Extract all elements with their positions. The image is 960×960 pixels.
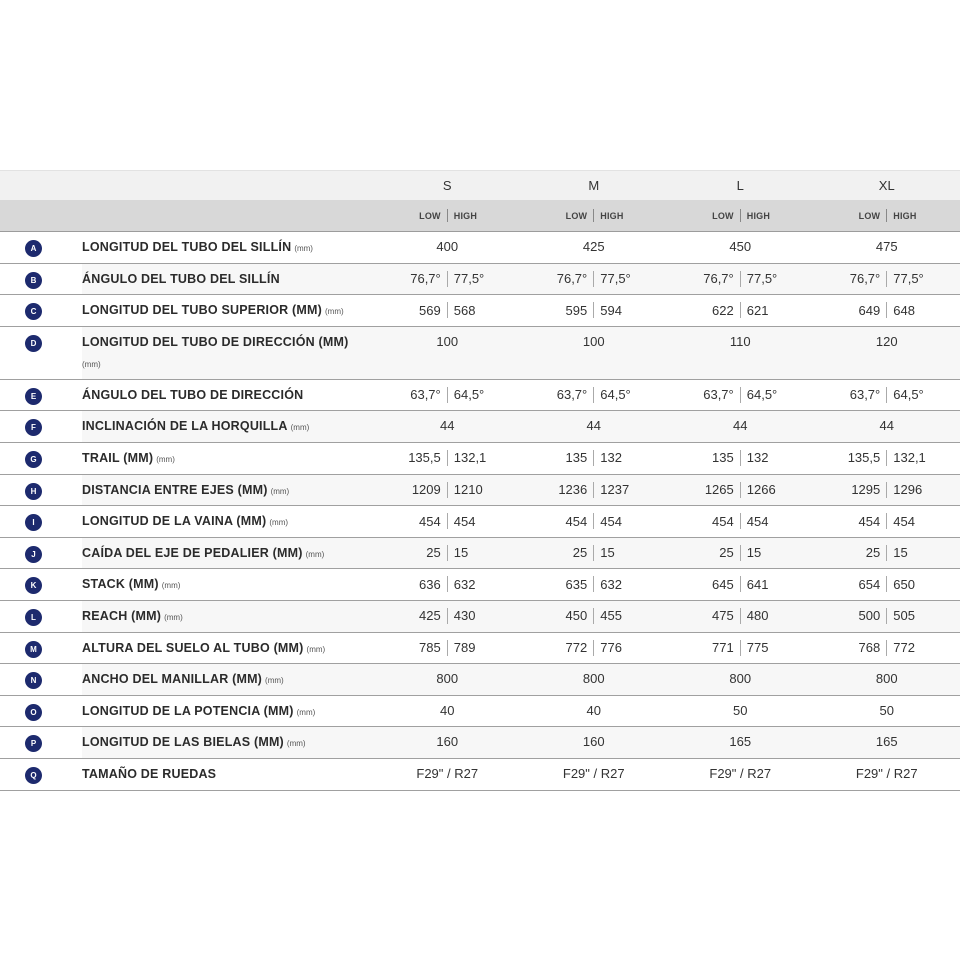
value-cell-l [667, 443, 814, 474]
low-value: 454 [565, 513, 588, 529]
high-value: 454 [600, 513, 622, 529]
high-value: 776 [600, 640, 622, 656]
parameter-name: LONGITUD DE LA POTENCIA (MM) [82, 703, 294, 718]
value-cell-s [374, 633, 521, 664]
single-value: 50 [879, 702, 894, 718]
value-cell-xl [814, 569, 960, 600]
value-cell-l [667, 633, 814, 664]
low-value: 768 [858, 640, 881, 656]
low-value: 63,7° [703, 387, 734, 403]
value-cell-m [521, 759, 668, 790]
low-value: 1209 [411, 482, 441, 498]
value-cell-xl [814, 411, 960, 442]
value-cell-m [521, 232, 668, 263]
value-cell-l [667, 601, 814, 632]
value-cell-xl [814, 759, 960, 790]
single-value: 800 [729, 671, 752, 687]
value-cell-s [374, 759, 521, 790]
geometry-row [0, 475, 960, 507]
value-cell-xl [814, 264, 960, 295]
geometry-row [0, 538, 960, 570]
low-value: 76,7° [556, 271, 588, 287]
size-header-s[interactable]: S [442, 178, 452, 193]
row-letter-badge: N [25, 672, 42, 689]
high-value: 77,5° [893, 271, 924, 287]
size-header-m[interactable]: M [588, 178, 600, 193]
low-value: 135,5 [847, 450, 881, 466]
high-label[interactable]: HIGH [600, 210, 624, 221]
high-label[interactable]: HIGH [893, 210, 917, 221]
single-value: 165 [875, 734, 898, 750]
parameter-unit: (mm) [156, 454, 175, 464]
high-value: 15 [453, 545, 469, 561]
parameter-name: ÁNGULO DEL TUBO DEL SILLÍN [82, 271, 280, 286]
single-value: 44 [733, 418, 748, 434]
parameter-unit: (mm) [325, 307, 344, 317]
value-cell-m [521, 664, 668, 695]
value-cell-xl [814, 475, 960, 506]
parameter-name: CAÍDA DEL EJE DE PEDALIER (MM) [82, 545, 303, 560]
low-value: 135,5 [408, 450, 441, 466]
parameter-name: INCLINACIÓN DE LA HORQUILLA [82, 419, 288, 434]
geometry-row [0, 380, 960, 412]
value-cell-m [521, 506, 668, 537]
row-letter-badge: B [25, 272, 42, 289]
low-value: 1295 [851, 482, 881, 498]
low-value: 425 [419, 608, 441, 624]
high-value: 64,5° [746, 387, 778, 403]
single-value: 165 [729, 734, 752, 750]
value-cell-s [374, 380, 521, 411]
parameter-unit: (mm) [270, 486, 290, 496]
parameter-unit: (mm) [164, 612, 183, 622]
high-value: 621 [746, 302, 769, 318]
parameter-name: ÁNGULO DEL TUBO DE DIRECCIÓN [82, 387, 304, 402]
row-letter-badge: E [25, 388, 42, 405]
value-cell-l [667, 727, 814, 758]
low-value: 645 [712, 576, 734, 592]
low-value: 135 [565, 450, 588, 466]
row-letter-badge: L [25, 609, 42, 626]
parameter-unit: (mm) [161, 581, 181, 591]
high-value: 77,5° [453, 271, 485, 287]
row-letter-badge: K [25, 577, 42, 594]
parameter-name: TAMAÑO DE RUEDAS [82, 766, 217, 781]
value-cell-s [374, 506, 521, 537]
low-value: 622 [712, 302, 734, 318]
low-value: 569 [419, 302, 441, 318]
value-cell-l [667, 664, 814, 695]
size-header-l[interactable]: L [736, 178, 744, 193]
value-cell-s [374, 327, 521, 379]
single-value: 400 [436, 239, 459, 254]
value-cell-s [374, 475, 521, 506]
low-value: 636 [419, 576, 441, 592]
low-value: 454 [712, 513, 734, 529]
low-value: 76,7° [703, 271, 734, 287]
high-value: 15 [600, 545, 615, 561]
value-cell-l [667, 380, 814, 411]
single-value: 800 [582, 671, 605, 687]
value-cell-m [521, 475, 668, 506]
parameter-unit: (mm) [286, 739, 306, 749]
low-value: 76,7° [849, 271, 881, 287]
high-value: 455 [600, 608, 622, 624]
value-cell-m [521, 601, 668, 632]
row-letter-badge: J [25, 546, 42, 563]
single-value: 40 [440, 702, 455, 718]
value-cell-l [667, 538, 814, 569]
value-cell-s [374, 569, 521, 600]
value-cell-s [374, 411, 521, 442]
size-header-row [0, 170, 960, 200]
value-cell-l [667, 759, 814, 790]
value-cell-xl [814, 664, 960, 695]
low-value: 25 [572, 545, 588, 561]
value-cell-m [521, 443, 668, 474]
high-value: 1210 [453, 482, 483, 498]
high-value: 454 [453, 513, 476, 529]
geometry-row [0, 411, 960, 443]
single-value: 800 [436, 671, 459, 687]
low-value: 450 [565, 608, 588, 624]
value-cell-l [667, 475, 814, 506]
parameter-unit: (mm) [306, 644, 326, 654]
single-value: 110 [729, 333, 751, 349]
single-value: F29" / R27 [416, 765, 479, 781]
value-cell-xl [814, 696, 960, 727]
parameter-name: DISTANCIA ENTRE EJES (MM) [82, 482, 268, 497]
low-value: 785 [419, 640, 441, 656]
geometry-row [0, 601, 960, 633]
value-cell-l [667, 327, 814, 379]
value-cell-s [374, 443, 521, 474]
value-cell-m [521, 633, 668, 664]
high-value: 454 [893, 513, 915, 529]
parameter-name: ALTURA DEL SUELO AL TUBO (MM) [82, 640, 304, 655]
high-label[interactable]: HIGH [746, 210, 771, 221]
single-value: 160 [582, 734, 605, 750]
single-value: 475 [875, 239, 898, 254]
value-cell-m [521, 569, 668, 600]
value-cell-xl [814, 295, 960, 326]
parameter-unit: (mm) [296, 707, 316, 717]
geometry-row [0, 264, 960, 296]
geometry-row [0, 327, 960, 380]
parameter-unit: (mm) [294, 244, 313, 253]
parameter-name: REACH (MM) [82, 608, 162, 623]
parameter-name: LONGITUD DEL TUBO SUPERIOR (MM) [82, 303, 322, 318]
low-value: 135 [712, 450, 734, 466]
low-value: 475 [712, 608, 734, 624]
value-cell-xl [814, 380, 960, 411]
high-value: 641 [746, 576, 769, 592]
value-cell-l [667, 569, 814, 600]
low-value: 454 [419, 513, 441, 529]
single-value: F29" / R27 [709, 765, 772, 781]
low-label[interactable]: LOW [565, 210, 588, 221]
geometry-row [0, 295, 960, 327]
high-label[interactable]: HIGH [453, 210, 478, 221]
single-value: 40 [586, 702, 601, 718]
value-cell-s [374, 696, 521, 727]
parameter-unit: (mm) [265, 676, 284, 686]
single-value: 44 [586, 418, 601, 434]
value-cell-l [667, 696, 814, 727]
parameter-name: LONGITUD DE LAS BIELAS (MM) [82, 735, 284, 750]
parameter-name: ANCHO DEL MANILLAR (MM) [82, 672, 263, 687]
single-value: F29" / R27 [562, 765, 625, 781]
single-value: 450 [729, 239, 752, 254]
value-cell-s [374, 264, 521, 295]
high-value: 568 [453, 302, 476, 318]
value-cell-m [521, 727, 668, 758]
high-value: 789 [453, 640, 476, 656]
value-cell-xl [814, 633, 960, 664]
row-letter-badge: P [25, 735, 42, 752]
high-value: 454 [746, 513, 769, 529]
value-cell-m [521, 295, 668, 326]
low-label[interactable]: LOW [858, 210, 881, 221]
value-cell-s [374, 664, 521, 695]
high-value: 132,1 [893, 450, 926, 466]
value-cell-s [374, 601, 521, 632]
value-cell-m [521, 264, 668, 295]
size-header-xl[interactable]: XL [878, 178, 895, 193]
value-cell-m [521, 380, 668, 411]
value-cell-l [667, 264, 814, 295]
high-value: 480 [746, 608, 769, 624]
single-value: 50 [733, 702, 748, 718]
geometry-table [0, 170, 960, 791]
low-value: 63,7° [410, 387, 441, 403]
low-label[interactable]: LOW [419, 210, 441, 221]
high-value: 632 [453, 576, 476, 592]
value-cell-l [667, 295, 814, 326]
row-letter-badge: F [25, 419, 42, 436]
low-label[interactable]: LOW [712, 210, 734, 221]
row-letter-badge: Q [25, 767, 42, 784]
value-cell-m [521, 327, 668, 379]
value-cell-xl [814, 506, 960, 537]
low-value: 25 [719, 545, 734, 561]
low-value: 25 [426, 545, 441, 561]
high-value: 650 [893, 576, 915, 592]
low-value: 1265 [704, 482, 734, 498]
low-value: 63,7° [556, 387, 588, 403]
high-value: 132,1 [453, 450, 487, 466]
high-value: 1266 [746, 482, 776, 498]
single-value: 160 [436, 734, 459, 750]
value-cell-s [374, 295, 521, 326]
high-value: 132 [600, 450, 622, 466]
geometry-rows [0, 232, 960, 791]
value-cell-m [521, 696, 668, 727]
parameter-name: TRAIL (MM) [82, 450, 154, 465]
high-value: 64,5° [600, 387, 631, 403]
high-value: 15 [746, 545, 762, 561]
value-cell-xl [814, 727, 960, 758]
geometry-row [0, 506, 960, 538]
high-value: 15 [893, 545, 908, 561]
low-high-header-row [0, 200, 960, 232]
low-value: 63,7° [849, 387, 881, 403]
high-value: 1296 [893, 482, 923, 498]
high-value: 505 [893, 608, 915, 624]
value-cell-xl [814, 327, 960, 379]
value-cell-xl [814, 443, 960, 474]
parameter-unit: (mm) [305, 549, 325, 559]
single-value: 120 [875, 333, 898, 349]
row-letter-badge: D [25, 335, 42, 352]
single-value: 44 [879, 418, 894, 434]
low-value: 454 [858, 513, 881, 529]
geometry-row [0, 569, 960, 601]
low-value: 649 [858, 302, 881, 318]
value-cell-l [667, 506, 814, 537]
row-letter-badge: A [25, 240, 42, 257]
high-value: 64,5° [893, 387, 924, 403]
row-letter-badge: H [25, 483, 42, 500]
value-cell-m [521, 411, 668, 442]
low-value: 595 [565, 302, 588, 318]
single-value: 100 [582, 333, 605, 349]
high-value: 648 [893, 302, 915, 318]
high-value: 772 [893, 640, 915, 656]
low-value: 772 [565, 640, 588, 656]
high-value: 64,5° [453, 387, 485, 403]
high-value: 77,5° [600, 271, 631, 287]
geometry-row [0, 443, 960, 475]
low-value: 76,7° [410, 271, 441, 287]
high-value: 775 [746, 640, 769, 656]
geometry-row [0, 759, 960, 791]
value-cell-s [374, 727, 521, 758]
geometry-row [0, 727, 960, 759]
low-value: 635 [565, 576, 588, 592]
single-value: 800 [875, 671, 898, 687]
low-value: 654 [858, 576, 881, 592]
parameter-unit: (mm) [290, 423, 310, 433]
row-letter-badge: C [25, 303, 42, 320]
parameter-unit: (mm) [269, 518, 289, 528]
row-letter-badge: O [25, 704, 42, 721]
geometry-row [0, 664, 960, 696]
low-value: 500 [858, 608, 881, 624]
parameter-unit: (mm) [82, 359, 101, 369]
geometry-row [0, 696, 960, 728]
row-letter-badge: I [25, 514, 42, 531]
parameter-name: STACK (MM) [82, 577, 159, 592]
value-cell-xl [814, 232, 960, 263]
value-cell-l [667, 232, 814, 263]
geometry-row [0, 232, 960, 264]
high-value: 430 [453, 608, 476, 624]
high-value: 77,5° [746, 271, 778, 287]
row-letter-badge: G [25, 451, 42, 468]
parameter-name: LONGITUD DEL TUBO DE DIRECCIÓN (MM) [82, 334, 349, 349]
single-value: F29" / R27 [855, 765, 918, 781]
low-value: 25 [865, 545, 881, 561]
high-value: 594 [600, 302, 622, 318]
single-value: 100 [436, 333, 459, 349]
value-cell-s [374, 538, 521, 569]
row-letter-badge: M [25, 641, 42, 658]
parameter-name: LONGITUD DE LA VAINA (MM) [82, 514, 267, 529]
high-value: 132 [746, 450, 769, 466]
value-cell-xl [814, 538, 960, 569]
parameter-name: LONGITUD DEL TUBO DEL SILLÍN [82, 240, 292, 254]
value-cell-m [521, 538, 668, 569]
value-cell-l [667, 411, 814, 442]
single-value: 44 [440, 418, 455, 434]
low-value: 1236 [558, 482, 588, 498]
high-value: 1237 [600, 482, 630, 498]
value-cell-xl [814, 601, 960, 632]
single-value: 425 [582, 239, 605, 254]
high-value: 632 [600, 576, 622, 592]
geometry-row [0, 633, 960, 665]
value-cell-s [374, 232, 521, 263]
low-value: 771 [712, 640, 734, 656]
